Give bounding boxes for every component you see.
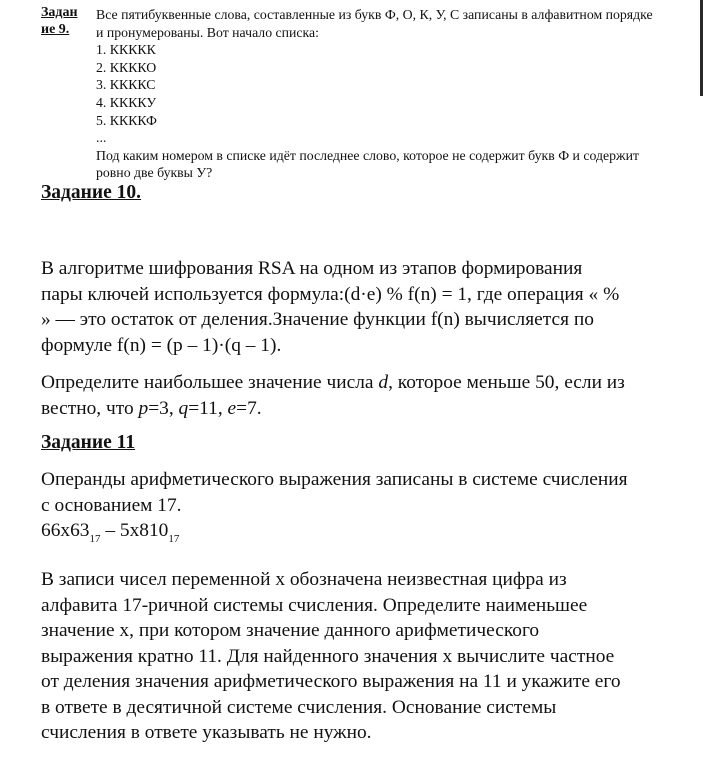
- task-10-p2-line2: вестно, что p=3, q=11, e=7.: [41, 397, 262, 419]
- task-9-label-line2: ие 9.: [41, 22, 70, 37]
- task-10-question-paragraph: [41, 370, 625, 421]
- task-9-intro-line2: и пронумерованы. Вот начало списка:: [96, 24, 320, 40]
- task-9-intro-line1: Все пятибуквенные слова, составленные из букв Ф, О, К, У, С записаны в алфавитном порядке: [96, 7, 653, 22]
- task-10-p1-line1: В алгоритме шифрования RSA на одном из этапов формирования: [41, 258, 583, 279]
- task-11-p2-line: значение x, при котором значение данного арифметического: [41, 620, 540, 641]
- task-10-p1-line2: пары ключей используется формула:(d·e) % f(n) = 1, где операция « %: [41, 283, 620, 305]
- list-item: 1. ККККК: [96, 42, 156, 58]
- task-10-p1-line3: » — это остаток от деления.Значение функции f(n) вычисляется по: [41, 309, 594, 330]
- task-10-p2-line1: Определите наибольшее значение числа d, которое меньше 50, если из: [41, 372, 625, 393]
- task-11-p2-line: в ответе в десятичной системе счисления. Основание системы: [41, 696, 557, 718]
- task-11-p2-line: счисления в ответе указывать не нужно.: [41, 722, 372, 743]
- list-item: 3. ККККС: [96, 77, 156, 93]
- task-11-p2-line: от деления значения арифметического выражения на 11 и укажите его: [41, 671, 621, 692]
- task-9-question-line1: Под каким номером в списке идёт последнее слово, которое не содержит букв Ф и содержит: [96, 147, 639, 163]
- task-11-heading: Задание 11: [41, 432, 136, 453]
- task-9-body: [96, 6, 696, 182]
- task-9-ellipsis: ...: [96, 130, 107, 146]
- task-11-p2-line: В записи чисел переменной x обозначена неизвестная цифра из: [41, 569, 567, 590]
- task-9-label-line1: Задан: [41, 5, 78, 20]
- task-10-p1-line4: формуле f(n) = (p – 1)·(q – 1).: [41, 334, 282, 356]
- list-item: 2. ККККО: [96, 59, 157, 75]
- task-9-label: [41, 4, 81, 38]
- task-10-heading: Задание 10.: [41, 182, 142, 203]
- task-11-question-paragraph: [41, 567, 621, 746]
- task-11-p2-line: алфавита 17-ричной системы счисления. Определите наименьшее: [41, 594, 588, 616]
- list-item: 4. ККККУ: [96, 94, 157, 110]
- task-9-question-line2: ровно две буквы У?: [96, 165, 213, 181]
- task-11-expression: $66x63_{17} - 5x810_{17}$: [41, 520, 180, 545]
- task-11-intro-paragraph: [41, 467, 628, 553]
- task-11-p1-line1: Операнды арифметического выражения записаны в системе счисления: [41, 469, 628, 490]
- task-11-p2-line: выражения кратно 11. Для найденного значения x вычислите частное: [41, 645, 615, 667]
- task-11-p1-line2: с основанием 17.: [41, 494, 182, 516]
- scrollbar[interactable]: [700, 0, 703, 96]
- list-item: 5. ККККФ: [96, 112, 157, 128]
- task-10-formula-paragraph: [41, 256, 619, 358]
- task-9-list: [96, 41, 696, 129]
